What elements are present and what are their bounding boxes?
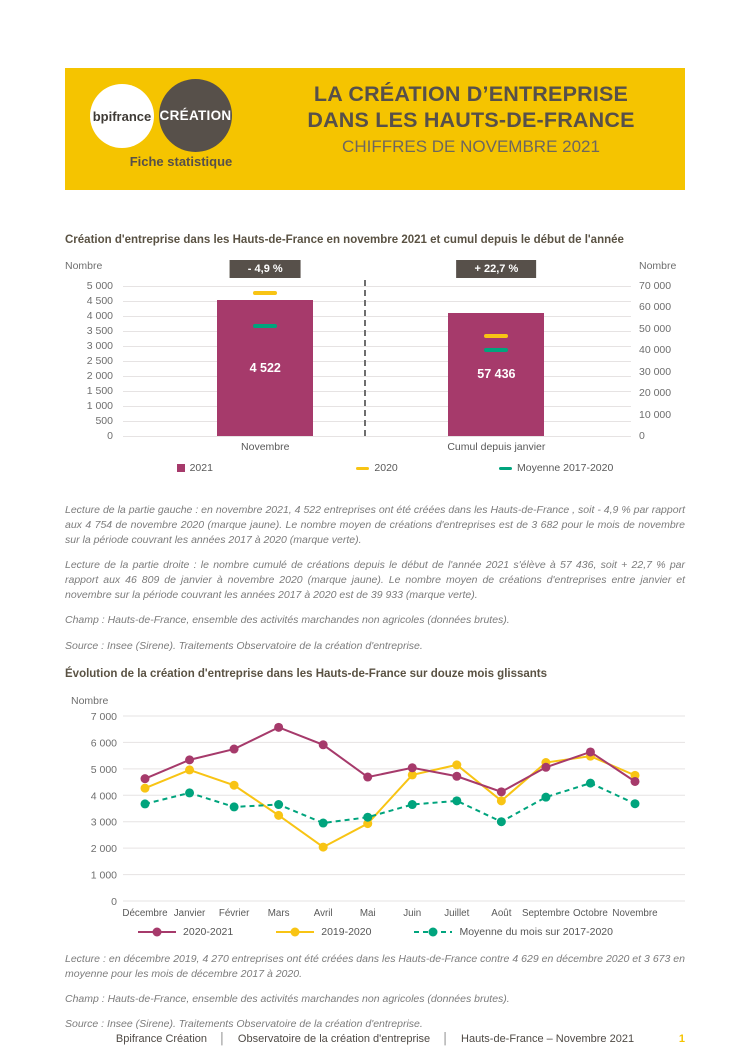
y-axis-tick: 0 <box>107 430 113 442</box>
source-text-2: Source : Insee (Sirene). Traitements Observatoire de la création d'entreprise. <box>65 1018 423 1031</box>
data-point <box>452 760 461 769</box>
page-number: 1 <box>678 1033 685 1045</box>
legend-item <box>413 926 613 938</box>
data-point <box>230 802 239 811</box>
doc-title-line1: LA CRÉATION D’ENTREPRISE <box>313 82 629 106</box>
champ-text-1: Champ : Hauts-de-France, ensemble des activités marchandes non agricoles (données brutes). <box>65 614 510 627</box>
legend-dash-marker <box>499 467 512 470</box>
creation-logo-text: CRÉATION <box>159 108 232 123</box>
data-point <box>497 787 506 796</box>
y2-axis-tick: 30 000 <box>639 365 672 378</box>
y-axis-tick: 1 000 <box>86 400 113 412</box>
y-axis-tick: 4 000 <box>90 790 117 803</box>
data-point <box>363 772 372 781</box>
y-axis-tick: 3 500 <box>86 325 113 337</box>
legend-label: 2020-2021 <box>183 925 234 938</box>
bpifrance-logo-text: bpifrance <box>92 108 152 124</box>
y2-axis-tick: 70 000 <box>639 280 672 292</box>
y-axis-tick: 7 000 <box>90 710 117 723</box>
bar-chart-right-axis <box>631 260 685 442</box>
line-chart-legend <box>65 926 685 938</box>
legend-line-marker <box>137 926 177 938</box>
legend-label: 2021 <box>189 462 213 474</box>
y2-axis-tick: 50 000 <box>639 322 672 335</box>
legend-label: Moyenne du mois sur 2017-2020 <box>459 925 613 938</box>
lecture-gauche-text: Lecture de la partie gauche : en novembre 2021, 4 522 entreprises ont été créées dans les Hauts-de-France , soit - 4,9 % par rapport aux 4 754 de novembre 2020 (marque jaune). Le nombre moyen de créations d'entreprises est de 3 682 pour le mois de novembre sur la période couvrant les années 2017 à 2020 (marque verte). <box>65 504 685 546</box>
champ-text-2: Champ : Hauts-de-France, ensemble des activités marchandes non agricoles (données brutes). <box>65 993 510 1006</box>
y2-axis-tick: 60 000 <box>639 301 672 314</box>
bar-novembre <box>217 300 313 436</box>
y-axis-tick: 3 000 <box>90 816 117 829</box>
y-axis-tick: 500 <box>95 415 113 427</box>
header-band <box>65 68 685 190</box>
data-point <box>230 744 239 753</box>
content-column <box>65 190 685 1043</box>
data-point <box>631 777 640 786</box>
legend-label: 2019-2020 <box>321 925 372 938</box>
page-footer <box>65 1033 685 1045</box>
gridline <box>123 331 631 332</box>
legend-dash-marker <box>356 467 369 470</box>
x-axis-tick: Juillet <box>444 907 470 919</box>
x-axis-tick: Février <box>218 907 250 919</box>
x-axis-tick: Octobre <box>573 907 608 919</box>
gridline <box>123 316 631 317</box>
gridline <box>123 406 631 407</box>
x-axis-tick: Juin <box>403 907 422 919</box>
data-point <box>274 811 283 820</box>
data-point <box>141 783 150 792</box>
bar-chart <box>65 260 685 495</box>
doc-title-line2: DANS LES HAUTS-DE-FRANCE <box>307 108 635 133</box>
percent-badge: + 22,7 % <box>457 260 537 278</box>
lecture-text-2: Lecture : en décembre 2019, 4 270 entreprises ont été créées dans les Hauts-de-France contre 4 629 en décembre 2020 et 3 673 en moyenne pour les mois de décembre 2017 à 2020. <box>65 952 685 980</box>
legend-line-marker <box>275 926 315 938</box>
x-axis-tick: Mars <box>267 907 290 919</box>
footer-part2: Observatoire de la création d'entreprise <box>237 1033 431 1045</box>
data-point <box>586 778 595 787</box>
y-axis-tick: 2 500 <box>86 355 113 367</box>
y-axis-tick: 2 000 <box>90 842 117 855</box>
bar-chart-legend <box>65 462 685 478</box>
legend-line-marker <box>413 926 453 938</box>
data-point <box>631 799 640 808</box>
gridline <box>123 361 631 362</box>
data-point <box>319 740 328 749</box>
data-point <box>586 747 595 756</box>
legend-square-marker <box>177 464 185 472</box>
lecture-droite-text: Lecture de la partie droite : le nombre cumulé de créations depuis le début de l'année 2021 s'élève à 57 436, soit + 22,7 % par rapport aux 46 809 de janvier à novembre 2020 (marque jaune). Le nombre moyen de créations d'entreprises entre janvier et novembre sur la période couvrant les années 2017 à 2020 est de 39 933 (marque verte). <box>65 559 685 602</box>
doc-subtitle: CHIFFRES DE NOVEMBRE 2021 <box>342 137 600 157</box>
section1-title: Création d'entreprise dans les Hauts-de-France en novembre 2021 et cumul depuis le début de l'année <box>65 234 624 246</box>
data-point <box>541 763 550 772</box>
data-point <box>185 755 194 764</box>
y-axis-title: Nombre <box>71 694 109 707</box>
data-point <box>141 799 150 808</box>
line-chart-plot <box>65 690 685 922</box>
data-point <box>408 763 417 772</box>
y-axis-tick: 6 000 <box>90 737 117 750</box>
y-axis-tick: 1 000 <box>90 869 117 882</box>
section2-title: Évolution de la création d'entreprise dans les Hauts-de-France sur douze mois glissants <box>65 667 548 680</box>
gridline <box>123 286 631 287</box>
left-axis-title: Nombre <box>65 260 103 272</box>
data-point <box>319 842 328 851</box>
mark-moyenne-2017-2020 <box>484 348 508 352</box>
data-point <box>452 772 461 781</box>
x-axis-tick: Janvier <box>173 907 206 919</box>
y2-axis-tick: 40 000 <box>639 344 672 357</box>
gridline <box>123 421 631 422</box>
data-point <box>185 788 194 797</box>
footer-separator: │ <box>442 1033 450 1045</box>
x-axis-label: Cumul depuis janvier <box>447 441 546 453</box>
legend-label: 2020 <box>374 462 398 474</box>
fiche-statistique-label: Fiche statistique <box>129 154 233 169</box>
y2-axis-tick: 10 000 <box>639 408 672 421</box>
mark-2020 <box>484 334 508 338</box>
legend-label: Moyenne 2017-2020 <box>517 462 614 474</box>
data-point <box>141 774 150 783</box>
bar-chart-left-axis <box>65 260 123 442</box>
gridline <box>123 301 631 302</box>
bar-cumul <box>448 313 544 436</box>
y-axis-tick: 4 500 <box>86 295 113 307</box>
data-point <box>497 817 506 826</box>
y-axis-tick: 3 000 <box>86 340 113 352</box>
gridline <box>123 376 631 377</box>
right-axis-title: Nombre <box>639 260 677 272</box>
y-axis-tick: 1 500 <box>86 385 113 397</box>
x-axis-tick: Août <box>491 907 512 919</box>
legend-item <box>177 462 213 474</box>
footer-separator: │ <box>219 1033 226 1045</box>
bar-value-label: 57 436 <box>477 367 516 382</box>
data-point <box>274 800 283 809</box>
data-point <box>319 818 328 827</box>
bpifrance-logo <box>90 84 154 148</box>
data-point <box>452 796 461 805</box>
y-axis-tick: 5 000 <box>90 763 117 776</box>
legend-dot <box>429 927 438 936</box>
y-axis-tick: 5 000 <box>86 280 113 292</box>
gridline <box>123 346 631 347</box>
x-axis-tick: Novembre <box>612 907 658 919</box>
creation-logo <box>159 79 232 152</box>
y-axis-tick: 2 000 <box>86 370 113 382</box>
logo-block <box>65 68 297 190</box>
legend-item <box>275 926 371 938</box>
data-point <box>230 780 239 789</box>
data-point <box>185 765 194 774</box>
gridline <box>123 391 631 392</box>
x-axis-tick: Septembre <box>521 907 570 919</box>
x-axis-label: Novembre <box>241 441 290 453</box>
data-point <box>497 796 506 805</box>
y-axis-tick: 4 000 <box>86 310 113 322</box>
legend-item <box>137 926 233 938</box>
data-point <box>363 812 372 821</box>
line-chart <box>65 690 685 938</box>
data-point <box>408 800 417 809</box>
doc-titles <box>297 68 685 190</box>
footer-part3: Hauts-de-France – Novembre 2021 <box>461 1033 635 1045</box>
line-chart-svg <box>65 690 685 922</box>
bar-value-label: 4 522 <box>249 361 281 376</box>
mark-moyenne-2017-2020 <box>253 324 277 328</box>
legend-item <box>499 462 613 474</box>
source-text-1: Source : Insee (Sirene). Traitements Observatoire de la création d'entreprise. <box>65 639 423 652</box>
mark-2020 <box>253 291 277 295</box>
x-axis-tick: Avril <box>313 907 333 919</box>
gridline <box>123 436 631 437</box>
legend-dot <box>291 927 300 936</box>
footer-part1: Bpifrance Création <box>115 1033 208 1045</box>
percent-badge: - 4,9 % <box>230 260 301 278</box>
data-point <box>541 792 550 801</box>
legend-item <box>356 462 397 474</box>
legend-dot <box>153 927 162 936</box>
data-point <box>274 723 283 732</box>
bar-chart-plot <box>123 263 631 453</box>
panel-divider <box>364 280 366 436</box>
series-line-2 <box>145 783 635 823</box>
x-axis-tick: Mai <box>359 907 376 919</box>
y-axis-tick: 0 <box>111 895 117 908</box>
x-axis-tick: Décembre <box>122 907 168 919</box>
y2-axis-tick: 0 <box>639 430 645 442</box>
y2-axis-tick: 20 000 <box>639 387 672 400</box>
